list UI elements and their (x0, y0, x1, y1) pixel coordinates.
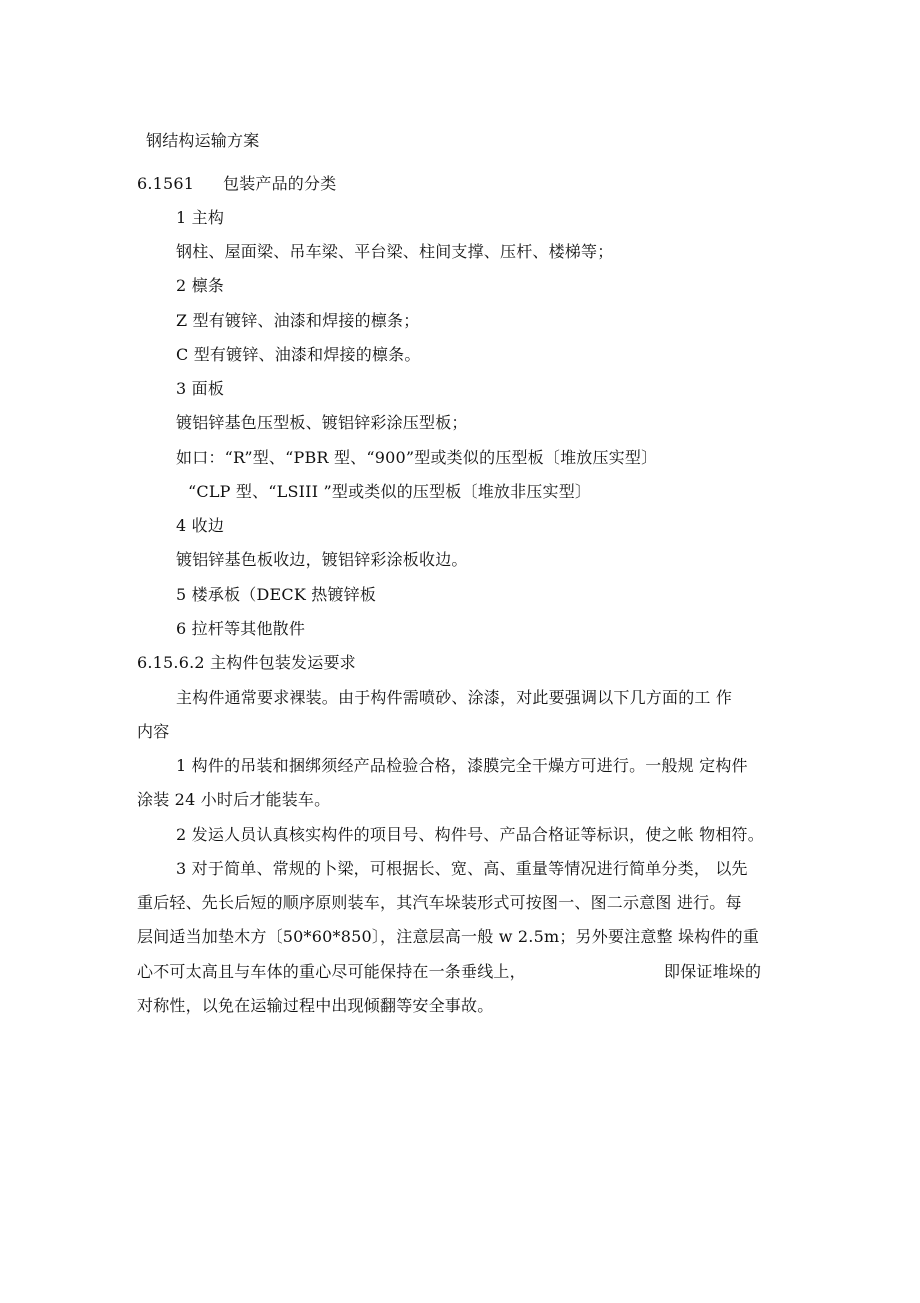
category-description: Z 型有镀锌、油漆和焊接的檩条； (176, 311, 420, 330)
section-heading: 6.15.6.2 主构件包装发运要求 (137, 653, 356, 672)
category-description: 如口：“R”型、“PBR 型、“900”型或类似的压型板〔堆放压实型〕 (176, 448, 658, 467)
paragraph-line: 即保证堆垛的 (664, 962, 762, 981)
paragraph-line: 3 对于简单、常规的卜梁，可根据长、宽、高、重量等情况进行简单分类， 以先 (176, 859, 748, 878)
category-item: 2 檩条 (176, 276, 225, 295)
category-item: 5 楼承板（DECK 热镀锌板 (176, 585, 377, 604)
category-description: “CLP 型、“LSIII ”型或类似的压型板〔堆放非压实型〕 (188, 482, 592, 501)
paragraph-line: 涂装 24 小时后才能装车。 (137, 790, 331, 809)
paragraph-line: 对称性，以免在运输过程中出现倾翻等安全事故。 (137, 996, 494, 1015)
paragraph-line: 内容 (137, 722, 170, 741)
category-description: 镀铝锌基色板收边，镀铝锌彩涂板收边。 (176, 550, 468, 569)
paragraph-line: 层间适当加垫木方〔50*60*850〕，注意层高一般 w 2.5m；另外要注意整 垛构件的重 (137, 927, 760, 946)
section-title: 包装产品的分类 (223, 174, 337, 193)
paragraph-line: 1 构件的吊装和捆绑须经产品检验合格，漆膜完全干燥方可进行。一般规 定构件 (176, 756, 748, 775)
document-title: 钢结构运输方案 (146, 131, 260, 150)
category-description: C 型有镀锌、油漆和焊接的檩条。 (176, 345, 421, 364)
category-description: 镀铝锌基色压型板、镀铝锌彩涂压型板； (176, 413, 468, 432)
category-description: 钢柱、屋面梁、吊车梁、平台梁、柱间支撑、压杆、楼梯等； (176, 242, 614, 261)
section-number: 6.1561 (137, 174, 195, 193)
category-item: 4 收边 (176, 516, 225, 535)
paragraph-line: 心不可太高且与车体的重心尽可能保持在一条垂线上， (137, 962, 526, 981)
paragraph-line: 重后轻、先长后短的顺序原则装车，其汽车垛装形式可按图一、图二示意图 进行。每 (137, 893, 742, 912)
category-item: 6 拉杆等其他散件 (176, 619, 306, 638)
paragraph-line: 2 发运人员认真核实构件的项目号、构件号、产品合格证等标识，使之帐 物相符。 (176, 825, 764, 844)
category-item: 3 面板 (176, 379, 225, 398)
paragraph-line: 主构件通常要求裸装。由于构件需喷砂、涂漆，对此要强调以下几方面的工 作 (176, 688, 733, 707)
category-item: 1 主构 (176, 208, 225, 227)
